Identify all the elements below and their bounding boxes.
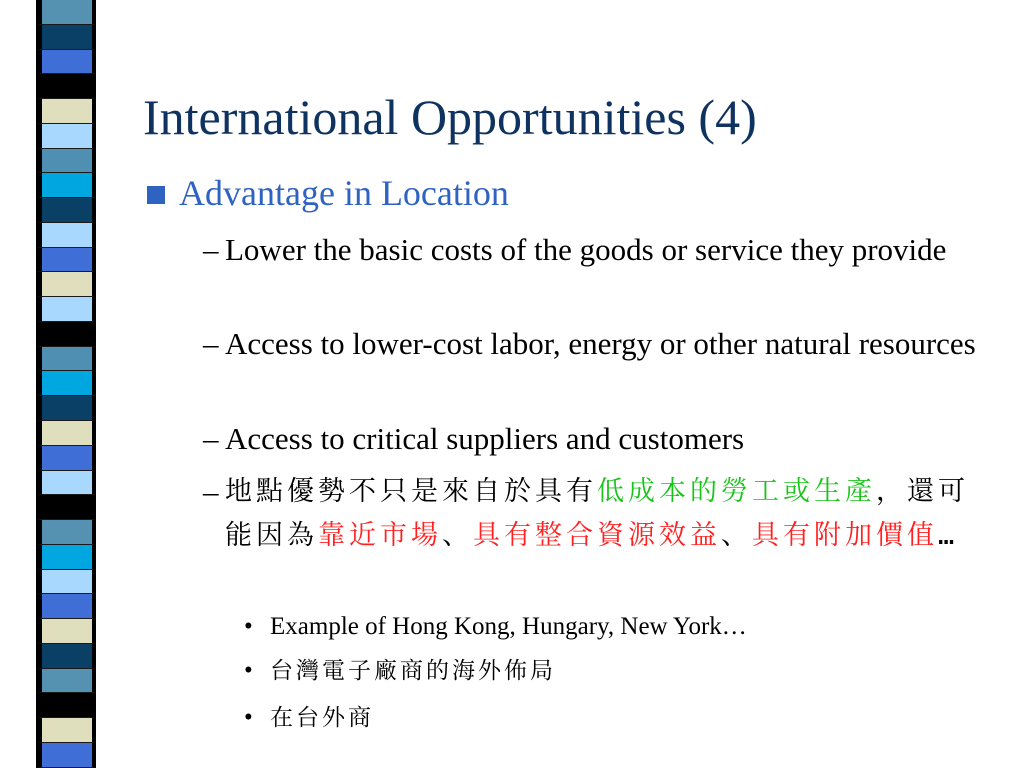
strip-segment <box>36 173 96 198</box>
strip-gap <box>96 0 100 768</box>
strip-segment <box>36 99 96 124</box>
strip-segment <box>36 669 96 694</box>
sub-list-item <box>244 700 984 736</box>
sub-list-item <box>244 653 984 689</box>
strip-segment <box>36 347 96 372</box>
dash-marker: – <box>203 474 219 509</box>
strip-segment <box>36 421 96 446</box>
dash-marker: – <box>203 326 219 361</box>
strip-segment <box>36 743 96 768</box>
list-item-text: Access to critical suppliers and customers <box>225 421 745 456</box>
dash-marker: – <box>203 421 219 456</box>
strip-segment <box>36 25 96 50</box>
list-item <box>203 322 993 366</box>
highlight-red: 靠近市場 <box>318 520 442 551</box>
cjk-text: ，還可能因為 <box>225 476 969 551</box>
sub-list-item <box>244 609 984 645</box>
strip-segment <box>36 446 96 471</box>
strip-segment <box>36 495 96 520</box>
cjk-text: 、 <box>442 520 473 551</box>
strip-segment <box>36 644 96 669</box>
strip-segment <box>36 471 96 496</box>
strip-segment <box>36 0 96 25</box>
strip-segment <box>36 718 96 743</box>
sub-list-item-text: 在台外商 <box>270 705 374 731</box>
highlight-red: 具有整合資源效益 <box>473 520 721 551</box>
cjk-paragraph <box>225 470 983 558</box>
dot-marker: • <box>244 704 253 731</box>
strip-segment <box>36 570 96 595</box>
list-item <box>203 228 993 272</box>
strip-segment <box>36 198 96 223</box>
list-item <box>203 417 993 461</box>
strip-segment <box>36 297 96 322</box>
strip-segment <box>36 693 96 718</box>
heading-text: Advantage in Location <box>179 173 509 213</box>
slide-title: International Opportunities (4) <box>143 89 757 145</box>
strip-segment <box>36 248 96 273</box>
cjk-text: 、 <box>721 520 752 551</box>
dot-marker: • <box>244 657 253 684</box>
strip-segment <box>36 124 96 149</box>
strip-segment <box>36 272 96 297</box>
ellipsis: … <box>938 520 959 551</box>
strip-segment <box>36 223 96 248</box>
strip-segment <box>36 396 96 421</box>
cjk-text: 地點優勢不只是來自於具有 <box>225 476 597 507</box>
strip-segment <box>36 322 96 347</box>
sub-list-item-text: Example of Hong Kong, Hungary, New York… <box>270 613 747 640</box>
list-item-cjk <box>203 470 983 558</box>
square-bullet-icon <box>147 186 165 204</box>
strip-segment <box>36 74 96 99</box>
highlight-red: 具有附加價值 <box>752 520 938 551</box>
list-item-text: Access to lower-cost labor, energy or other natural resources <box>225 326 976 361</box>
strip-segment <box>36 619 96 644</box>
dot-marker: • <box>244 613 253 640</box>
strip-segment <box>36 545 96 570</box>
strip-segment <box>36 149 96 174</box>
strip-segment <box>36 371 96 396</box>
strip-segment <box>36 594 96 619</box>
strip-segment <box>36 520 96 545</box>
highlight-green: 低成本的勞工或生產 <box>597 476 876 507</box>
sub-list-item-text: 台灣電子廠商的海外佈局 <box>270 658 556 684</box>
decorative-color-strip <box>36 0 96 768</box>
strip-segment <box>36 50 96 75</box>
list-item-text: Lower the basic costs of the goods or service they provide <box>225 232 947 267</box>
dash-marker: – <box>203 232 219 267</box>
heading-bullet <box>147 168 1007 218</box>
